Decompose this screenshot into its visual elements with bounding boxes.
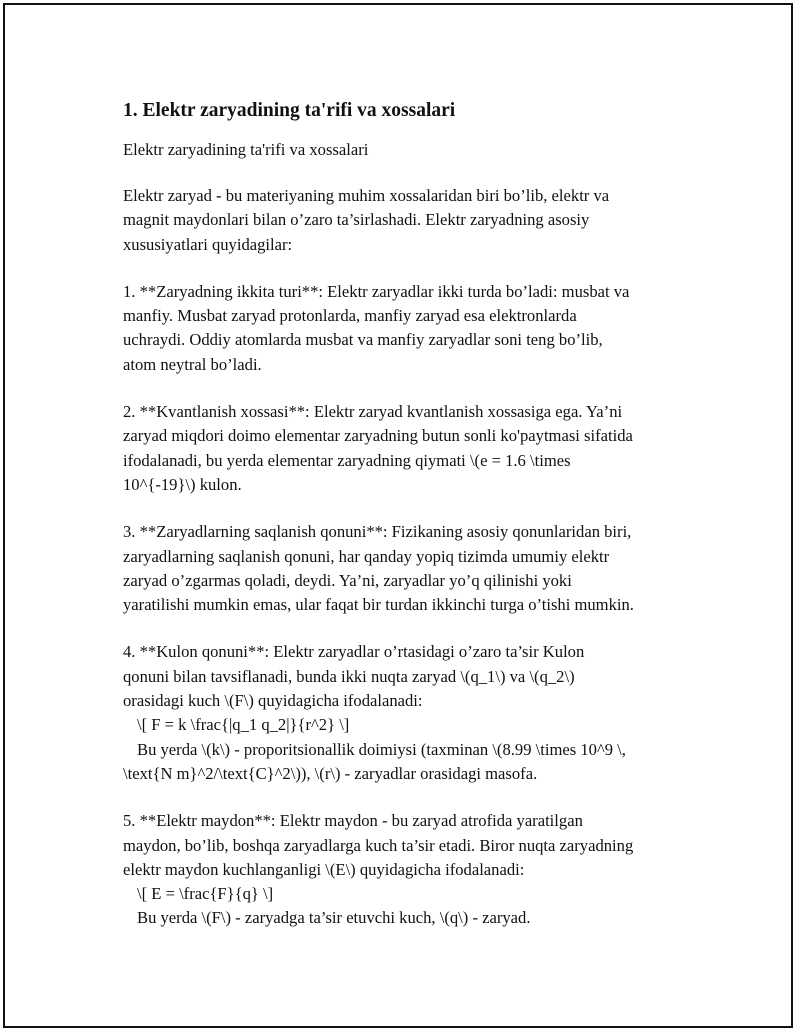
item-line: zaryad miqdori doimo elementar zaryadning butun sonli ko'paytmasi sifatida [123, 426, 633, 446]
item-line: 3. **Zaryadlarning saqlanish qonuni**: Fizikaning asosiy qonunlaridan biri, [123, 522, 632, 542]
item-line: 1. **Zaryadning ikkita turi**: Elektr zaryadlar ikki turda bo’ladi: musbat va [123, 281, 630, 301]
item-line: 2. **Kvantlanish xossasi**: Elektr zaryad kvantlanish xossasiga ega. Ya’ni [123, 402, 623, 422]
intro-line: magnit maydonlari bilan o’zaro ta’sirlashadi. Elektr zaryadning asosiy [123, 210, 590, 230]
field-formula: \[ E = \frac{F}{q} \] [137, 884, 274, 904]
page-title: 1. Elektr zaryadining ta'rifi va xossalari [123, 100, 456, 121]
item-line: manfiy. Musbat zaryad protonlarda, manfiy zaryad esa elektronlarda [123, 306, 577, 326]
list-item-charge-types [123, 280, 693, 377]
intro-line: xususiyatlari quyidagilar: [123, 234, 293, 254]
item-line: 10^{-19}\) kulon. [123, 474, 242, 494]
list-item-conservation-law [123, 520, 693, 617]
coulomb-note-line: \text{N m}^2/\text{C}^2\)), \(r\) - zaryadlar orasidagi masofa. [123, 763, 538, 783]
field-note-line: Bu yerda \(F\) - zaryadga ta’sir etuvchi kuch, \(q\) - zaryad. [137, 908, 531, 928]
list-item-electric-field [123, 809, 693, 930]
item-line: 4. **Kulon qonuni**: Elektr zaryadlar o’rtasidagi o’zaro ta’sir Kulon [123, 642, 585, 662]
document-body [123, 98, 693, 931]
item-line: elektr maydon kuchlanganligi \(E\) quyidagicha ifodalanadi: [123, 859, 525, 879]
page-subtitle: Elektr zaryadining ta'rifi va xossalari [123, 140, 369, 159]
item-line: 5. **Elektr maydon**: Elektr maydon - bu zaryad atrofida yaratilgan [123, 811, 583, 831]
item-line: atom neytral bo’ladi. [123, 354, 262, 374]
coulomb-formula: \[ F = k \frac{|q_1 q_2|}{r^2} \] [137, 715, 350, 735]
page-frame [3, 3, 793, 1028]
coulomb-note-line: Bu yerda \(k\) - proporitsionallik doimiysi (taxminan \(8.99 \times 10^9 \, [137, 739, 626, 759]
list-item-quantization [123, 400, 693, 497]
item-line: qonuni bilan tavsiflanadi, bunda ikki nuqta zaryad \(q_1\) va \(q_2\) [123, 666, 575, 686]
item-line: zaryad o’zgarmas qoladi, deydi. Ya’ni, zaryadlar yo’q qilinishi yoki [123, 570, 572, 590]
intro-paragraph [123, 184, 693, 257]
intro-line: Elektr zaryad - bu materiyaning muhim xossalaridan biri bo’lib, elektr va [123, 186, 610, 205]
item-line: maydon, bo’lib, boshqa zaryadlarga kuch ta’sir etadi. Biror nuqta zaryadning [123, 835, 634, 855]
item-line: orasidagi kuch \(F\) quyidagicha ifodalanadi: [123, 691, 423, 711]
item-line: yaratilishi mumkin emas, ular faqat bir turdan ikkinchi turga o’tishi mumkin. [123, 595, 634, 615]
item-line: zaryadlarning saqlanish qonuni, har qanday yopiq tizimda umumiy elektr [123, 546, 610, 566]
list-item-coulomb-law [123, 640, 693, 786]
item-line: uchraydi. Oddiy atomlarda musbat va manfiy zaryadlar soni teng bo’lib, [123, 330, 603, 350]
item-line: ifodalanadi, bu yerda elementar zaryadning qiymati \(e = 1.6 \times [123, 450, 571, 470]
